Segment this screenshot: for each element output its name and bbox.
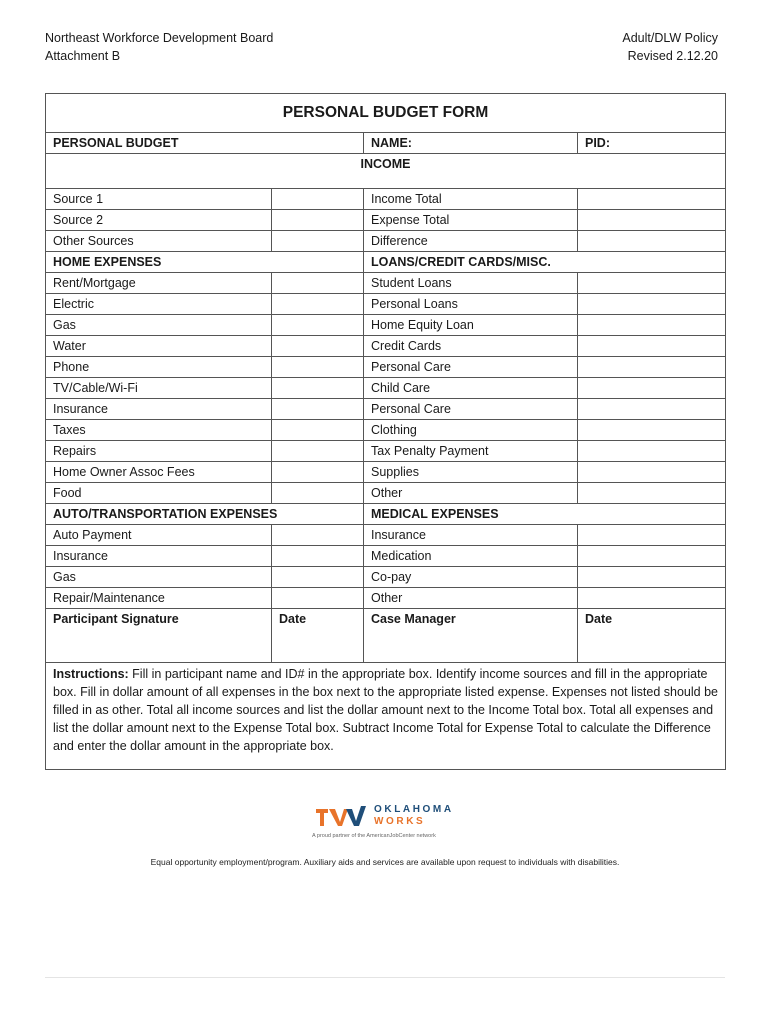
amount-cell[interactable] — [578, 567, 726, 588]
amount-cell[interactable] — [578, 399, 726, 420]
row-label: Expense Total — [364, 210, 578, 231]
row-label: Home Owner Assoc Fees — [46, 462, 272, 483]
row-label: Student Loans — [364, 273, 578, 294]
logo-word-oklahoma: OKLAHOMA — [374, 804, 454, 815]
amount-cell[interactable] — [578, 336, 726, 357]
row-label: Gas — [46, 315, 272, 336]
table-row — [46, 462, 726, 483]
attachment-label: Attachment B — [45, 49, 121, 63]
amount-cell[interactable] — [272, 588, 364, 609]
row-label: Co-pay — [364, 567, 578, 588]
amount-cell[interactable] — [578, 462, 726, 483]
row-label: Medication — [364, 546, 578, 567]
row-label: Insurance — [364, 525, 578, 546]
row-label: Insurance — [46, 399, 272, 420]
amount-cell[interactable] — [272, 273, 364, 294]
row-label: Income Total — [364, 189, 578, 210]
budget-form — [45, 93, 725, 770]
loans-heading: LOANS/CREDIT CARDS/MISC. — [364, 252, 726, 273]
table-row — [46, 231, 726, 252]
row-label: Personal Care — [364, 357, 578, 378]
row-label: Electric — [46, 294, 272, 315]
row-label: Tax Penalty Payment — [364, 441, 578, 462]
amount-cell[interactable] — [272, 462, 364, 483]
table-row — [46, 441, 726, 462]
home-expenses-heading: HOME EXPENSES — [46, 252, 364, 273]
pid-field[interactable]: PID: — [578, 133, 726, 154]
amount-cell[interactable] — [578, 546, 726, 567]
row-label: Water — [46, 336, 272, 357]
table-row — [46, 336, 726, 357]
row-label: Source 2 — [46, 210, 272, 231]
oklahoma-works-logo — [312, 804, 462, 844]
amount-cell[interactable] — [578, 294, 726, 315]
case-manager-field[interactable]: Case Manager — [364, 609, 578, 663]
table-row — [46, 399, 726, 420]
budget-table — [45, 93, 726, 770]
income-heading: INCOME — [46, 154, 726, 189]
page-divider — [45, 977, 725, 978]
amount-cell[interactable] — [272, 525, 364, 546]
row-label: Clothing — [364, 420, 578, 441]
name-field[interactable]: NAME: — [364, 133, 578, 154]
table-row — [46, 294, 726, 315]
table-row — [46, 588, 726, 609]
row-label: Insurance — [46, 546, 272, 567]
instructions-block — [46, 663, 726, 770]
row-label: Other — [364, 483, 578, 504]
participant-signature-field[interactable]: Participant Signature — [46, 609, 272, 663]
amount-cell[interactable] — [578, 588, 726, 609]
form-title: PERSONAL BUDGET FORM — [46, 94, 726, 133]
row-label: Personal Care — [364, 399, 578, 420]
amount-cell[interactable] — [272, 567, 364, 588]
row-label: Child Care — [364, 378, 578, 399]
instructions-text: Fill in participant name and ID# in the appropriate box. Identify income sources and fill in the appropriate box. Fill in dollar amount of all expenses in the box next to the appropriate listed expense. Expenses not listed should be filled in as other. Total all income sources and list the dollar amount next to the Income Total box. Total all expenses and list the dollar amount next to the Expense Total box. Subtract Income Total for Expense Total to calculate the Difference and enter the dollar amount in the appropriate box. — [53, 667, 718, 753]
amount-cell[interactable] — [578, 357, 726, 378]
row-label: Supplies — [364, 462, 578, 483]
table-row — [46, 273, 726, 294]
amount-cell[interactable] — [578, 525, 726, 546]
amount-cell[interactable] — [578, 483, 726, 504]
amount-cell[interactable] — [272, 336, 364, 357]
amount-cell[interactable] — [578, 441, 726, 462]
amount-cell[interactable] — [272, 315, 364, 336]
board-name: Northeast Workforce Development Board — [45, 31, 274, 45]
logo-word-works: WORKS — [374, 816, 426, 827]
row-label: Home Equity Loan — [364, 315, 578, 336]
amount-cell[interactable] — [272, 189, 364, 210]
amount-cell[interactable] — [272, 357, 364, 378]
table-row — [46, 483, 726, 504]
amount-cell[interactable] — [272, 420, 364, 441]
row-label: Gas — [46, 567, 272, 588]
amount-cell[interactable] — [272, 210, 364, 231]
amount-cell[interactable] — [272, 546, 364, 567]
amount-cell[interactable] — [578, 231, 726, 252]
case-manager-date-field[interactable]: Date — [578, 609, 726, 663]
row-label: Credit Cards — [364, 336, 578, 357]
amount-cell[interactable] — [578, 378, 726, 399]
row-label: Phone — [46, 357, 272, 378]
header-left — [45, 29, 273, 65]
personal-budget-label: PERSONAL BUDGET — [46, 133, 364, 154]
row-label: Auto Payment — [46, 525, 272, 546]
amount-cell[interactable] — [272, 483, 364, 504]
amount-cell[interactable] — [272, 399, 364, 420]
table-row — [46, 210, 726, 231]
auto-expenses-heading: AUTO/TRANSPORTATION EXPENSES — [46, 504, 364, 525]
row-label: Taxes — [46, 420, 272, 441]
amount-cell[interactable] — [578, 420, 726, 441]
row-label: Repair/Maintenance — [46, 588, 272, 609]
row-label: Source 1 — [46, 189, 272, 210]
revision-date: Revised 2.12.20 — [627, 49, 718, 63]
row-label: Repairs — [46, 441, 272, 462]
table-row — [46, 315, 726, 336]
medical-expenses-heading: MEDICAL EXPENSES — [364, 504, 726, 525]
participant-date-field[interactable]: Date — [272, 609, 364, 663]
amount-cell[interactable] — [272, 378, 364, 399]
row-label: Difference — [364, 231, 578, 252]
instructions-label: Instructions: — [53, 667, 129, 681]
table-row — [46, 567, 726, 588]
policy-name: Adult/DLW Policy — [622, 31, 718, 45]
table-row — [46, 378, 726, 399]
equal-opportunity-notice: Equal opportunity employment/program. Auxiliary aids and services are available upon request to individuals with disabilities. — [150, 857, 620, 867]
row-label: Other Sources — [46, 231, 272, 252]
amount-cell[interactable] — [578, 210, 726, 231]
table-row — [46, 525, 726, 546]
header-right — [622, 29, 718, 65]
table-row — [46, 546, 726, 567]
amount-cell[interactable] — [578, 273, 726, 294]
logo-tagline: A proud partner of the AmericanJobCenter network — [312, 833, 436, 839]
table-row — [46, 420, 726, 441]
table-row — [46, 357, 726, 378]
row-label: Other — [364, 588, 578, 609]
amount-cell[interactable] — [272, 294, 364, 315]
table-row — [46, 189, 726, 210]
amount-cell[interactable] — [578, 315, 726, 336]
amount-cell[interactable] — [272, 441, 364, 462]
row-label: Rent/Mortgage — [46, 273, 272, 294]
amount-cell[interactable] — [578, 189, 726, 210]
row-label: Food — [46, 483, 272, 504]
row-label: Personal Loans — [364, 294, 578, 315]
row-label: TV/Cable/Wi-Fi — [46, 378, 272, 399]
logo-mark-icon — [316, 804, 370, 830]
amount-cell[interactable] — [272, 231, 364, 252]
